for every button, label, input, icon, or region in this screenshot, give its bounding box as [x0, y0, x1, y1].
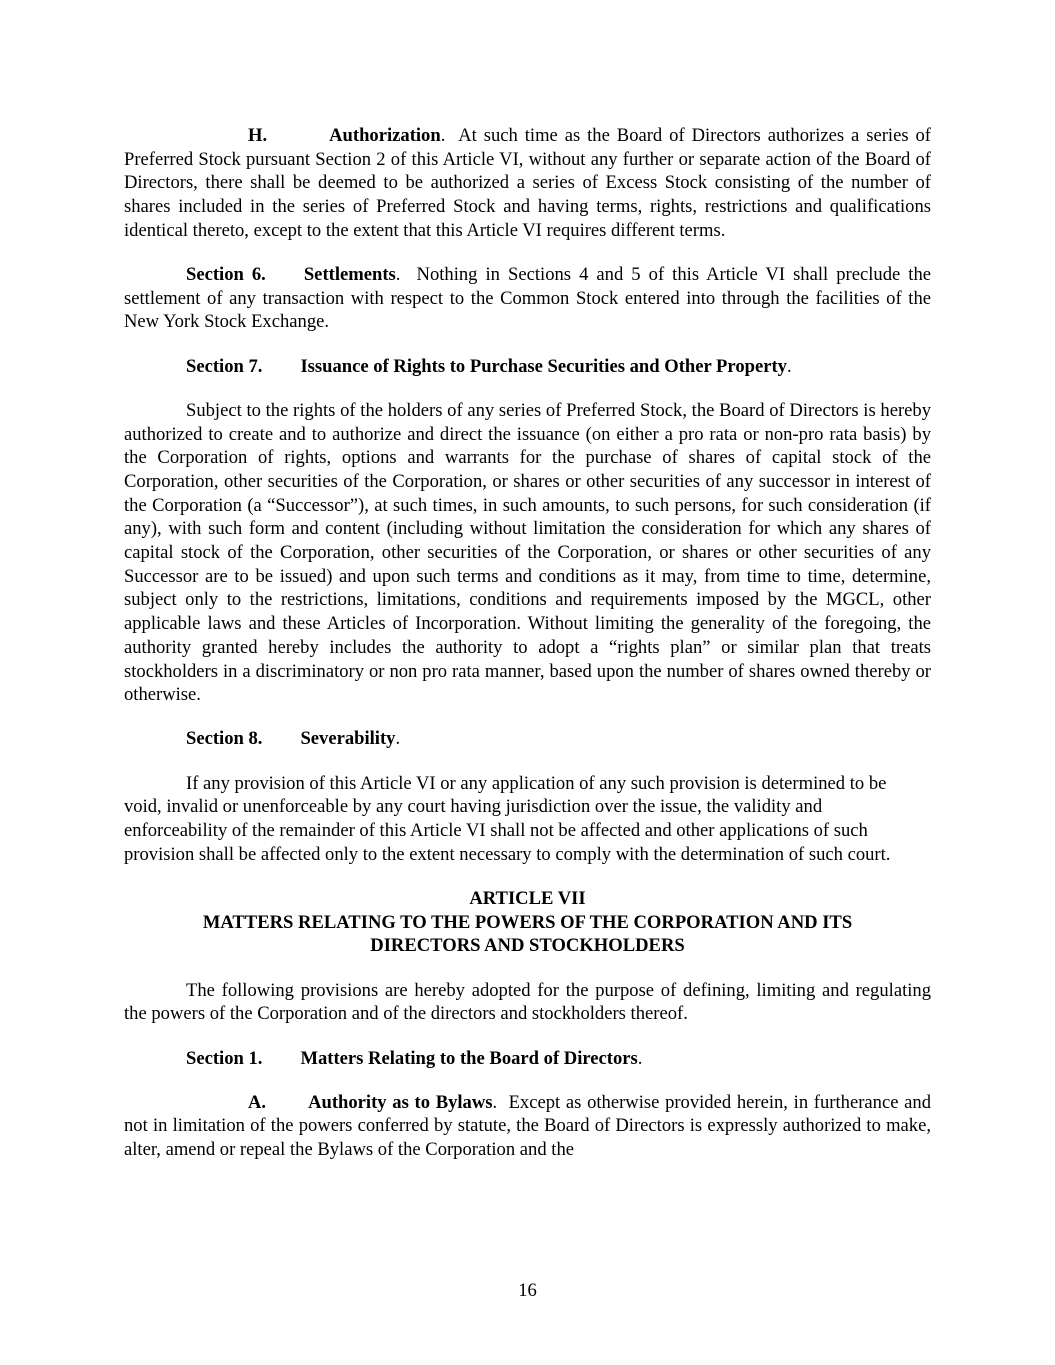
- para-h-label: H.: [248, 125, 268, 146]
- section-7-heading: Section 7. Issuance of Rights to Purchase Securities and Other Property.: [186, 355, 792, 377]
- article-7-subtitle-line1: MATTERS RELATING TO THE POWERS OF THE CORPORATION AND ITS: [202, 911, 853, 933]
- section-7-body: Subject to the rights of the holders of any series of Preferred Stock, the Board of Directors is hereby authorized to create and to authorize and direct the issuance (on either a pro rata or non-pro rata basis) by the Corporation of rights, options and warrants for the purchase of shares of capital stock of the Corporation, other securities of the Corporation, or shares or other securities of any successor in interest of the Corporation (a “Successor”), at such times, in such amounts, to such persons, for such consideration (if any), with such form and content (including without limitation the consideration for which any shares of capital stock of the Corporation, other securities of the Corporation, or shares or other securities of any Successor are to be issued) and upon such terms and conditions as it may, from time to time, determine, subject only to the restrictions, limitations, conditions and requirements imposed by the MGCL, other applicable laws and these Articles of Incorporation. Without limiting the generality of the foregoing, the authority granted hereby includes the authority to adopt a “rights plan” or similar plan that treats stockholders in a discriminatory or non pro rata manner, based upon the number of shares owned thereby or otherwise.: [124, 399, 931, 706]
- para-a-title: Authority as to Bylaws: [308, 1091, 493, 1113]
- section-8-body: If any provision of this Article VI or any application of any such provision is determined to be void, invalid or unenforceable by any court having jurisdiction over the issue, the validity and enforceability of the remainder of this Article VI shall not be affected and other applications of such provision shall be affected only to the extent necessary to comply with the determination of such court.: [124, 772, 891, 865]
- article-7-heading: [124, 887, 931, 958]
- section-8-label: Section 8.: [186, 728, 263, 750]
- section-6-label: Section 6.: [186, 264, 266, 286]
- article-7-title: ARTICLE VII: [469, 887, 586, 909]
- page-number: 16: [518, 1280, 537, 1301]
- para-a-body: Except as otherwise provided herein, in furtherance and not in limitation of the powers conferred by statute, the Board of Directors is expressly authorized to make, alter, amend or repeal the Bylaws of the Corporation and the: [124, 1091, 931, 1161]
- article-7-section-1-heading: Section 1. Matters Relating to the Board of Directors.: [186, 1047, 643, 1069]
- article-7-subtitle-line2: DIRECTORS AND STOCKHOLDERS: [370, 935, 685, 957]
- paragraph-a: A. Authority as to Bylaws. Except as otherwise provided herein, in furtherance and not in limitation of the powers conferred by statute, the Board of Directors is expressly authorized to make, alter, amend or repeal the Bylaws of the Corporation and the: [124, 1091, 931, 1161]
- section-7-title: Issuance of Rights to Purchase Securities and Other Property: [300, 355, 787, 377]
- section-8-title: Severability: [300, 728, 396, 750]
- section-6: Section 6. Settlements. Nothing in Sections 4 and 5 of this Article VI shall preclude the settlement of any transaction with respect to the Common Stock entered into through the facilities of the New York Stock Exchange.: [124, 264, 932, 333]
- section-6-body: Nothing in Sections 4 and 5 of this Article VI shall preclude the settlement of any transaction with respect to the Common Stock entered into through the facilities of the New York Stock Exchange.: [124, 264, 932, 333]
- para-h-body: At such time as the Board of Directors authorizes a series of Preferred Stock pursuant Section 2 of this Article VI, without any further or separate action of the Board of Directors, there shall be deemed to be authorized a series of Excess Stock consisting of the number of shares included in the series of Preferred Stock and having terms, rights, restrictions and qualifications identical thereto, except to the extent that this Article VI requires different terms.: [124, 125, 931, 241]
- section-6-title: Settlements: [303, 264, 396, 286]
- para-a-label: A.: [248, 1091, 267, 1113]
- para-h-title: Authorization: [329, 125, 441, 146]
- article-7-section-1-title: Matters Relating to the Board of Directors: [300, 1047, 638, 1069]
- article-7-intro: The following provisions are hereby adopted for the purpose of defining, limiting and regulating the powers of the Corporation and of the directors and stockholders thereof.: [124, 979, 931, 1025]
- section-8-heading: Section 8. Severability.: [186, 728, 401, 750]
- article-7-section-1-label: Section 1.: [186, 1047, 263, 1069]
- paragraph-h: H. Authorization. At such time as the Board of Directors authorizes a series of Preferred Stock pursuant Section 2 of this Article VI, without any further or separate action of the Board of Directors, there shall be deemed to be authorized a series of Excess Stock consisting of the number of shares included in the series of Preferred Stock and having terms, rights, restrictions and qualifications identical thereto, except to the extent that this Article VI requires different terms.: [124, 125, 931, 241]
- section-7-label: Section 7.: [186, 355, 263, 377]
- document-page: [124, 124, 931, 1162]
